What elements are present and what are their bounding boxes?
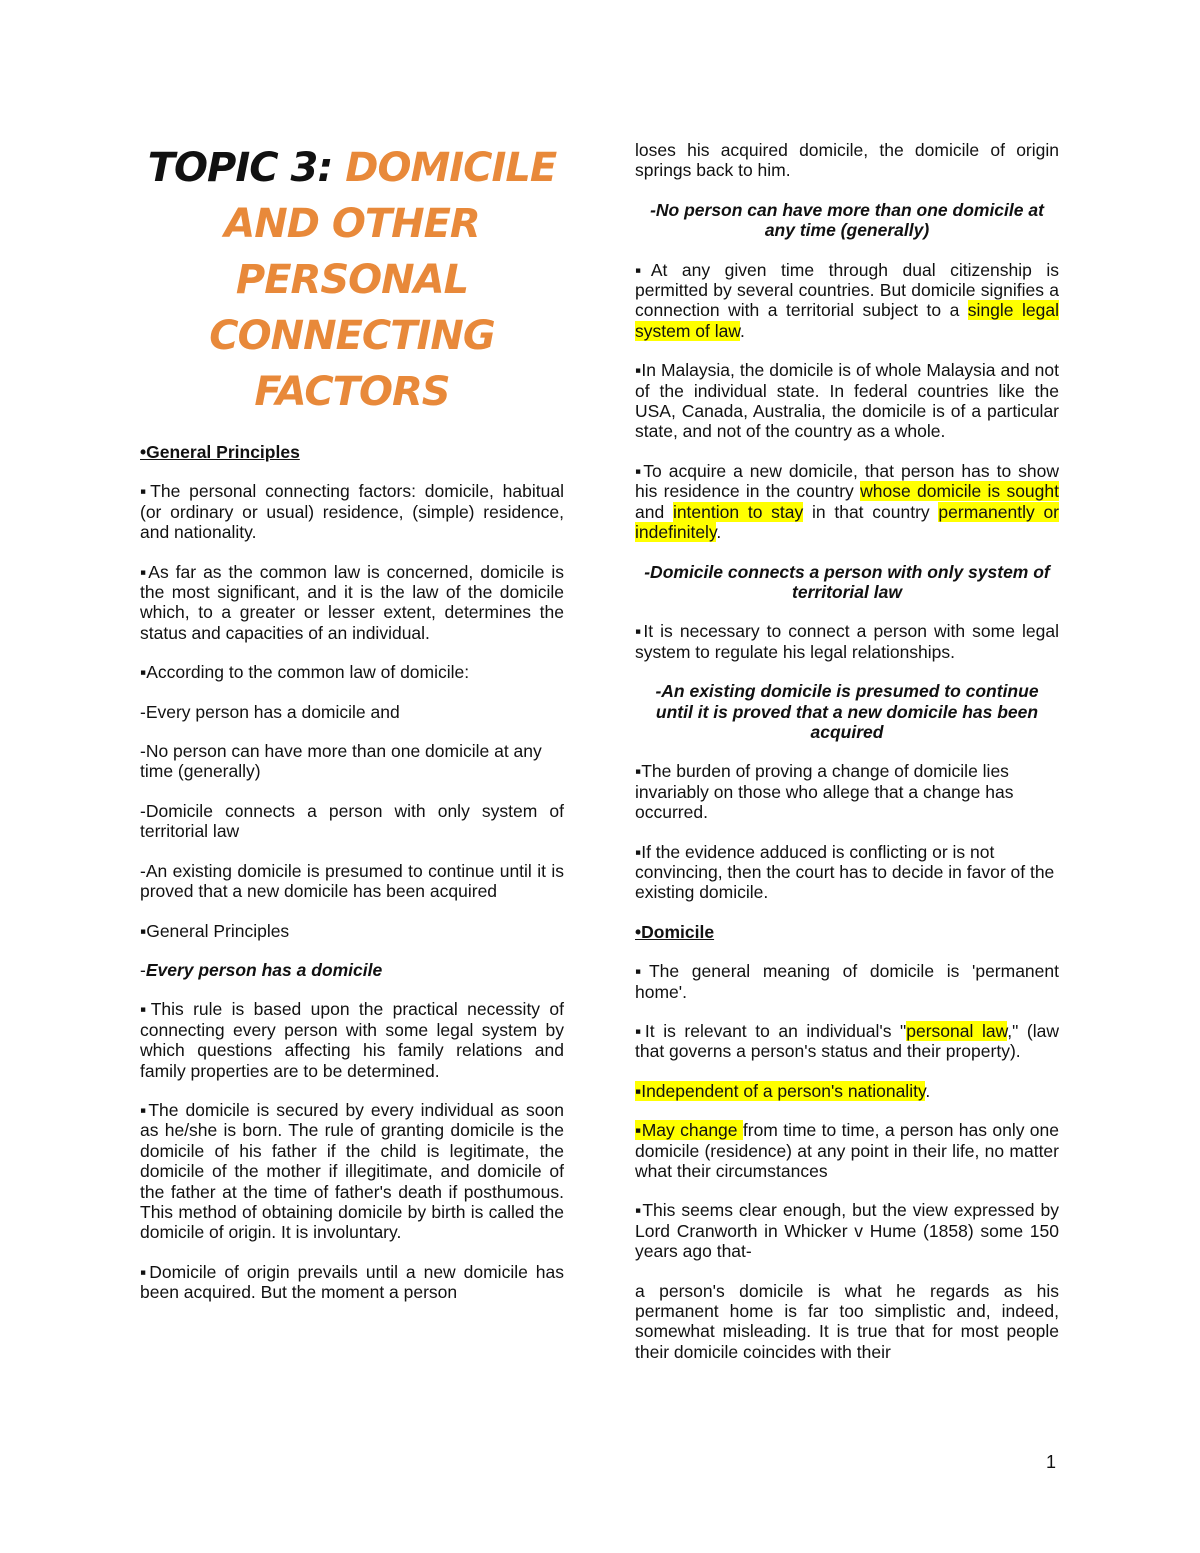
paragraph: ▪It is necessary to connect a person with some legal system to regulate his legal relationships. (635, 621, 1059, 662)
text: and (635, 501, 673, 522)
subheading-text: Every person has a domicile (145, 959, 383, 980)
paragraph: ▪As far as the common law is concerned, domicile is the most significant, and it is the law of the domicile which, to a greater or lesser extent, determines the status and capacities of an individual. (140, 561, 564, 643)
paragraph: ▪This seems clear enough, but the view expressed by Lord Cranworth in Whicker v Hume (1858) some 150 years ago that- (635, 1200, 1059, 1262)
paragraph: loses his acquired domicile, the domicile of origin springs back to him. (635, 140, 1059, 181)
text: in that country (803, 501, 939, 522)
text: ▪It is relevant to an individual's " (635, 1021, 907, 1041)
subheading (140, 960, 564, 980)
paragraph (635, 260, 1059, 342)
paragraph: ▪The burden of proving a change of domicile lies invariably on those who allege that a change has occurred. (635, 761, 1014, 823)
paragraph: ▪The general meaning of domicile is 'permanent home'. (635, 961, 1059, 1002)
subheading: -An existing domicile is presumed to continue until it is proved that a new domicile has been acquired (655, 681, 1039, 742)
paragraph: -Domicile connects a person with only system of territorial law (140, 800, 564, 842)
paragraph: a person's domicile is what he regards as his permanent home is far too simplistic and, indeed, somewhat misleading. It is true that for most people their domicile coincides with their (635, 1280, 1059, 1362)
text: from time to time, a person has only one domicile (residence) at any point in their life, no matter what their circumstances (635, 1120, 1060, 1182)
title-highlight: DOMICILE AND OTHER PERSONAL CONNECTING FACTORS (209, 145, 557, 415)
text: . (740, 320, 745, 341)
paragraph: -An existing domicile is presumed to continue until it is proved that a new domicile has been acquired (140, 860, 564, 902)
paragraph (635, 1120, 1059, 1181)
paragraph: -No person can have more than one domicile at any time (generally) (140, 741, 542, 782)
paragraph (635, 461, 1059, 543)
highlighted-text: permanently or indefinitely (635, 501, 1060, 543)
paragraph: -Every person has a domicile and (140, 701, 400, 722)
highlighted-text: ▪May change (635, 1120, 743, 1141)
paragraph (635, 1021, 1059, 1062)
title-prefix: TOPIC 3: (147, 145, 346, 191)
subheading-dash: - (140, 959, 146, 980)
paragraph: ▪This rule is based upon the practical necessity of connecting every person with some legal system by which questions affecting his family relations and family properties are to be determined. (140, 999, 564, 1081)
general-principles-heading: •General Principles (140, 442, 300, 462)
left-column (140, 140, 564, 1322)
paragraph: ▪The domicile is secured by every individual as soon as he/she is born. The rule of granting domicile is the domicile of his father if the child is legitimate, the domicile of the mother if illegitimate, and domicile of the father at the time of father's death if posthumous. This method of obtaining domicile by birth is called the domicile of origin. It is involuntary. (140, 1099, 564, 1243)
paragraph (635, 1081, 1059, 1101)
subheading: -Domicile connects a person with only system of territorial law (644, 561, 1050, 602)
paragraph: ▪If the evidence adduced is conflicting or is not convincing, then the court has to decide in favor of the existing domicile. (635, 841, 1055, 903)
page-number: 1 (1046, 1452, 1057, 1472)
text: ▪To acquire a new domicile, that person has to show his residence in the country (635, 460, 1059, 502)
paragraph: ▪In Malaysia, the domicile is of whole Malaysia and not of the individual state. In federal countries like the USA, Canada, Australia, the domicile is of a particular state, and not of the country as a whole. (635, 360, 1059, 442)
highlighted-text: single legal system of law (635, 300, 1059, 341)
highlighted-text: whose domicile is sought (860, 481, 1059, 502)
right-column (635, 140, 1059, 1381)
domicile-heading: •Domicile (635, 921, 715, 942)
document-title (140, 140, 564, 420)
paragraph: ▪The personal connecting factors: domicile, habitual (or ordinary or usual) residence, (simple) residence, and nationality. (140, 481, 564, 543)
highlighted-text: ▪Independent of a person's nationality (635, 1080, 926, 1101)
paragraph: ▪Domicile of origin prevails until a new domicile has been acquired. But the moment a person (140, 1261, 564, 1303)
text: ▪At any given time through dual citizenship is permitted by several countries. But domicile signifies a connection with a territorial subject to a (635, 259, 1059, 321)
highlighted-text: intention to stay (672, 501, 804, 522)
text: . (925, 1080, 931, 1101)
paragraph: ▪According to the common law of domicile: (140, 662, 470, 683)
highlighted-text: personal law (906, 1021, 1008, 1041)
paragraph: ▪General Principles (140, 920, 290, 941)
text: ," (law that governs a person's status and their property). (635, 1021, 1059, 1062)
text: . (716, 522, 722, 543)
subheading: -No person can have more than one domicile at any time (generally) (650, 199, 1044, 241)
